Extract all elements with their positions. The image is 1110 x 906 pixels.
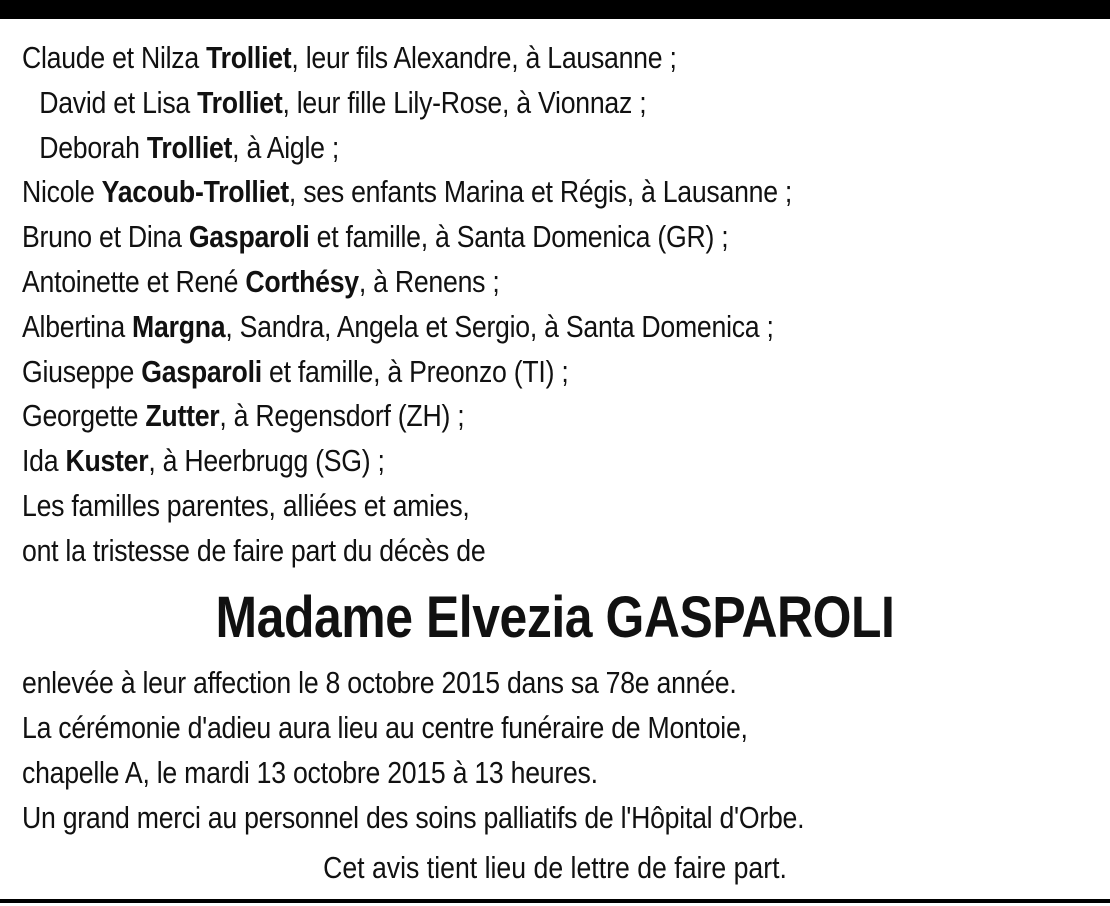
- family-surname: Zutter: [145, 398, 220, 434]
- family-line: Deborah Trolliet, à Aigle ;: [39, 129, 340, 165]
- family-line: Albertina Margna, Sandra, Angela et Sergio, à Santa Domenica ;: [22, 308, 774, 344]
- family-surname: Trolliet: [206, 40, 292, 75]
- intro-line: Les familles parentes, alliées et amies,: [22, 487, 470, 523]
- family-line: David et Lisa Trolliet, leur fille Lily-Rose, à Vionnaz ;: [39, 84, 647, 120]
- family-surname: Trolliet: [197, 84, 283, 120]
- detail-line: Un grand merci au personnel des soins palliatifs de l'Hôpital d'Orbe.: [22, 800, 805, 835]
- closing-line: Cet avis tient lieu de lettre de faire part.: [323, 850, 787, 885]
- family-surname: Gasparoli: [141, 353, 262, 389]
- detail-line: chapelle A, le mardi 13 octobre 2015 à 13 heures.: [22, 755, 598, 790]
- family-surname: Kuster: [65, 443, 149, 479]
- detail-line: La cérémonie d'adieu aura lieu au centre funéraire de Montoie,: [22, 710, 748, 745]
- family-line: Claude et Nilza Trolliet, leur fils Alexandre, à Lausanne ;: [22, 40, 677, 75]
- family-surname: Trolliet: [146, 129, 233, 165]
- family-line: Giuseppe Gasparoli et famille, à Preonzo (TI) ;: [22, 353, 569, 389]
- family-surname: Corthésy: [245, 263, 359, 299]
- ceremony-details: [22, 660, 932, 840]
- intro-line: ont la tristesse de faire part du décès de: [22, 532, 486, 568]
- family-line: Bruno et Dina Gasparoli et famille, à Santa Domenica (GR) ;: [22, 219, 729, 255]
- family-surname: Gasparoli: [188, 219, 310, 255]
- top-rule: [0, 0, 1110, 19]
- deceased-name: Madame Elvezia GASPAROLI: [215, 585, 895, 650]
- family-line: Nicole Yacoub-Trolliet, ses enfants Marina et Régis, à Lausanne ;: [22, 174, 793, 210]
- detail-line: enlevée à leur affection le 8 octobre 2015 dans sa 78e année.: [22, 665, 737, 700]
- family-surname: Yacoub-Trolliet: [101, 174, 289, 210]
- family-line: Georgette Zutter, à Regensdorf (ZH) ;: [22, 398, 465, 434]
- family-list: [22, 36, 917, 574]
- family-line: Ida Kuster, à Heerbrugg (SG) ;: [22, 443, 385, 479]
- family-surname: Margna: [132, 308, 226, 344]
- bottom-rule: [0, 899, 1110, 903]
- family-line: Antoinette et René Corthésy, à Renens ;: [22, 263, 500, 299]
